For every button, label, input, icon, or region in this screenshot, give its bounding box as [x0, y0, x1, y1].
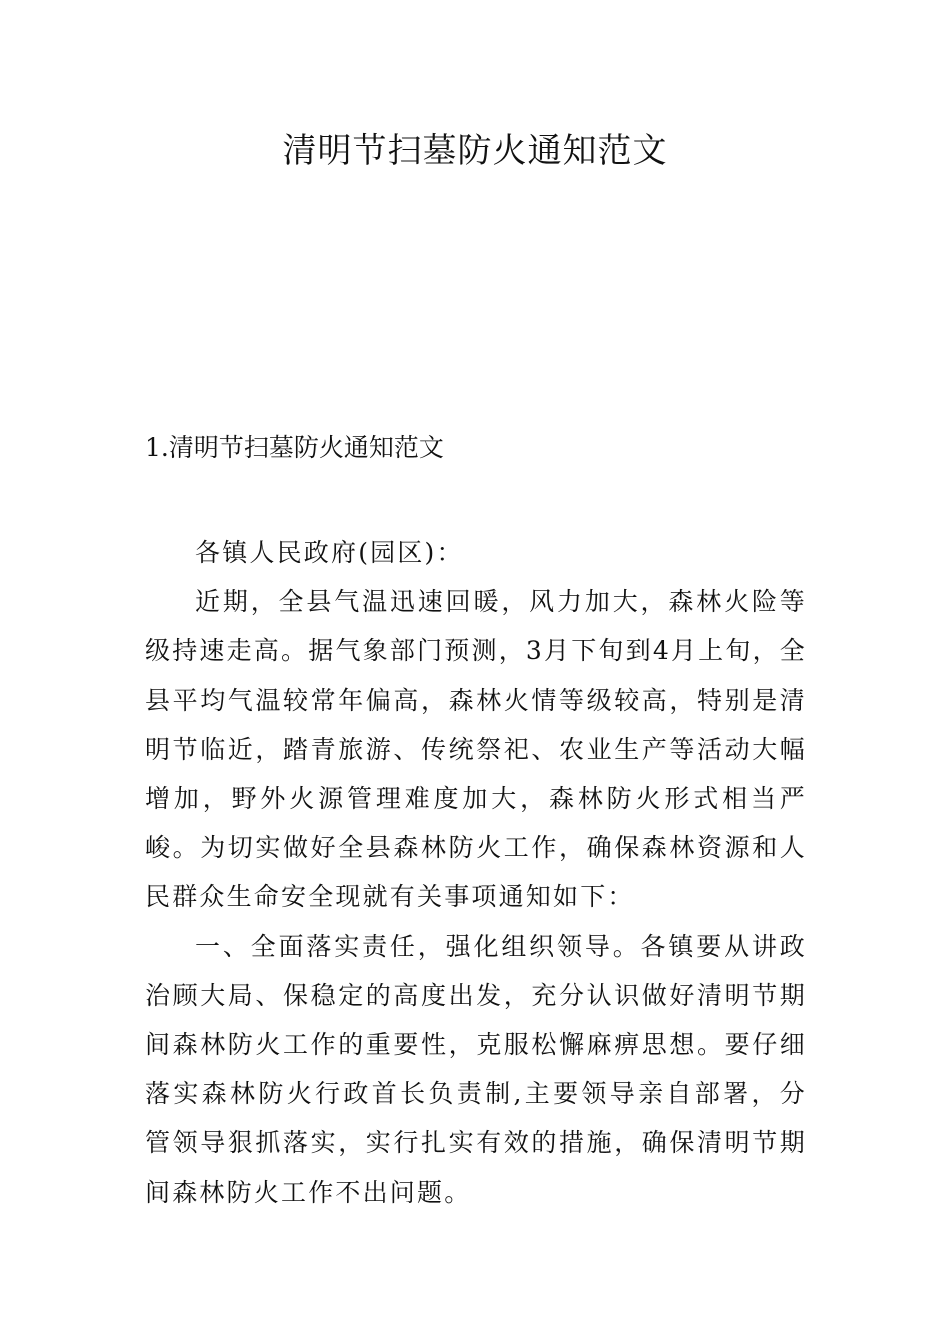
- salutation: 各镇人民政府(园区)：: [195, 538, 464, 567]
- section-heading: 1.清明节扫墓防火通知范文: [145, 433, 444, 462]
- paragraph-intro: 近期，全县气温迅速回暖，风力加大，森林火险等级持速走高。据气象部门预测，3月下旬到4月上旬，全县平均气温较常年偏高，森林火情等级较高，特别是清明节临近，踏青旅游、传统祭祀、农业生产等活动大幅增加，野外火源管理难度加大，森林防火形式相当严峻。为切实做好全县森林防火工作，确保森林资源和人民群众生命安全现就有关事项通知如下：: [145, 587, 807, 912]
- paragraph-section-one: 一、全面落实责任，强化组织领导。各镇要从讲政治顾大局、保稳定的高度出发，充分认识做好清明节期间森林防火工作的重要性，克服松懈麻痹思想。要仔细落实森林防火行政首长负责制,主要领导亲自部署，分管领导狠抓落实，实行扎实有效的措施，确保清明节期间森林防火工作不出问题。: [145, 931, 807, 1207]
- document-title: 清明节扫墓防火通知范文: [282, 131, 668, 171]
- document-body: [145, 528, 807, 1217]
